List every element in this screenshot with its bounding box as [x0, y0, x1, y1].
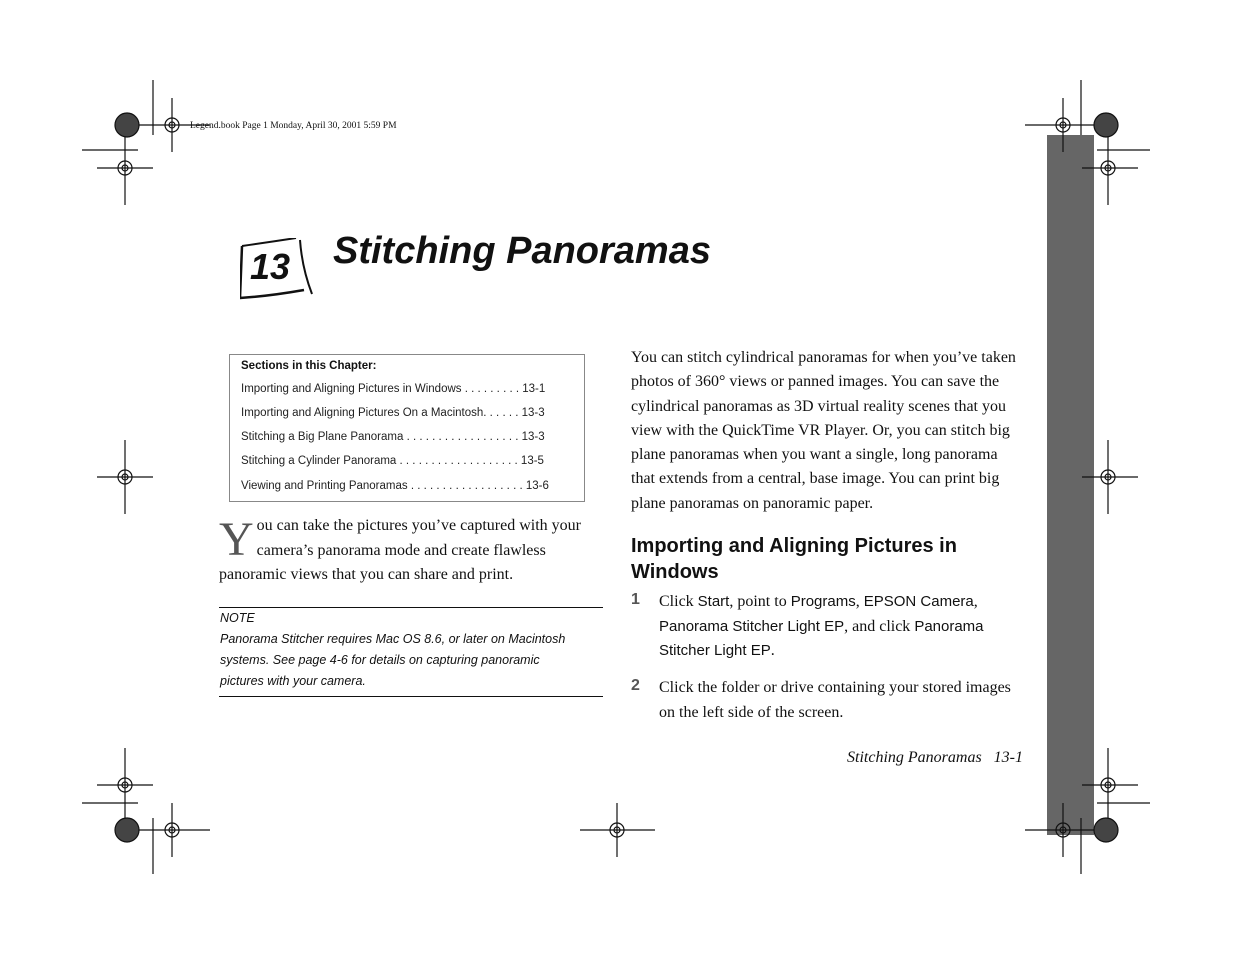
- intro-text: ou can take the pictures you’ve captured with your camera’s panorama mode and create flawless panoramic views that you can share and print.: [219, 517, 581, 583]
- ui-term: Stitcher Light EP: [659, 642, 771, 659]
- ui-term: EPSON Camera: [863, 593, 974, 610]
- chapter-number-badge: [240, 238, 312, 298]
- toc-item: Viewing and Printing Panoramas . . . . . . . . . . . . . . . . . . 13-6: [241, 480, 549, 492]
- chapter-sections-box: [229, 354, 585, 502]
- step-text: , point to: [729, 593, 791, 610]
- ui-term: Panorama: [914, 617, 984, 635]
- toc-item: Stitching a Cylinder Panorama . . . . . . . . . . . . . . . . . . . 13-5: [241, 455, 544, 467]
- chapter-title: Stitching Panoramas: [333, 230, 711, 272]
- step-text: ,: [855, 593, 864, 610]
- step-text: ,: [973, 593, 978, 610]
- step-number: 1: [631, 591, 640, 608]
- ui-term: Programs: [790, 593, 856, 610]
- rosette-top-left: [115, 113, 139, 137]
- step-number: 2: [631, 677, 640, 694]
- note-line: Panorama Stitcher requires Mac OS 8.6, or later on Macintosh: [220, 632, 566, 646]
- note-box: [219, 607, 603, 697]
- toc-item: Stitching a Big Plane Panorama . . . . . . . . . . . . . . . . . . 13-3: [241, 431, 545, 443]
- print-slug: Legend.book Page 1 Monday, April 30, 2001 5:59 PM: [190, 121, 397, 131]
- note-line: systems. See page 4-6 for details on capturing panoramic: [220, 653, 540, 667]
- toc-heading: Sections in this Chapter:: [241, 360, 377, 372]
- footer-chapter: Stitching Panoramas: [847, 749, 982, 766]
- step-text: , and click: [844, 617, 915, 635]
- step-text: .: [770, 642, 775, 659]
- toc-item: Importing and Aligning Pictures in Windows . . . . . . . . . 13-1: [241, 383, 546, 395]
- ui-term: Panorama Stitcher Light EP: [659, 617, 845, 635]
- drop-cap: Y: [219, 513, 254, 566]
- step-1-text: [659, 590, 1019, 664]
- crop-mark-top-right: [1025, 80, 1150, 205]
- page-footer: [847, 749, 1023, 767]
- intro-paragraph: [219, 514, 604, 588]
- ui-term: Start: [697, 593, 730, 610]
- note-line: pictures with your camera.: [220, 674, 366, 688]
- overview-paragraph: You can stitch cylindrical panoramas for when you’ve taken photos of 360° views or panned images. You can save the cylindrical panoramas as 3D virtual reality scenes that you view with the QuickTime VR Player. Or, you can stitch big plane panoramas when you want a single, long panorama that extends from a central, base image. You can print big plane panoramas on panoramic paper.: [631, 349, 1016, 512]
- chapter-number: 13: [250, 246, 291, 287]
- rosette-top-right: [1094, 113, 1118, 137]
- page-number: 13-1: [993, 749, 1023, 766]
- section-heading: Importing and Aligning Pictures in Windows: [631, 535, 957, 583]
- note-label: NOTE: [220, 611, 255, 625]
- step-2-text: Click the folder or drive containing your stored images on the left side of the screen.: [659, 679, 1011, 721]
- crop-mark-top-left: [82, 80, 210, 205]
- step-text: Click: [659, 593, 698, 610]
- toc-item: Importing and Aligning Pictures On a Macintosh. . . . . . 13-3: [241, 407, 545, 419]
